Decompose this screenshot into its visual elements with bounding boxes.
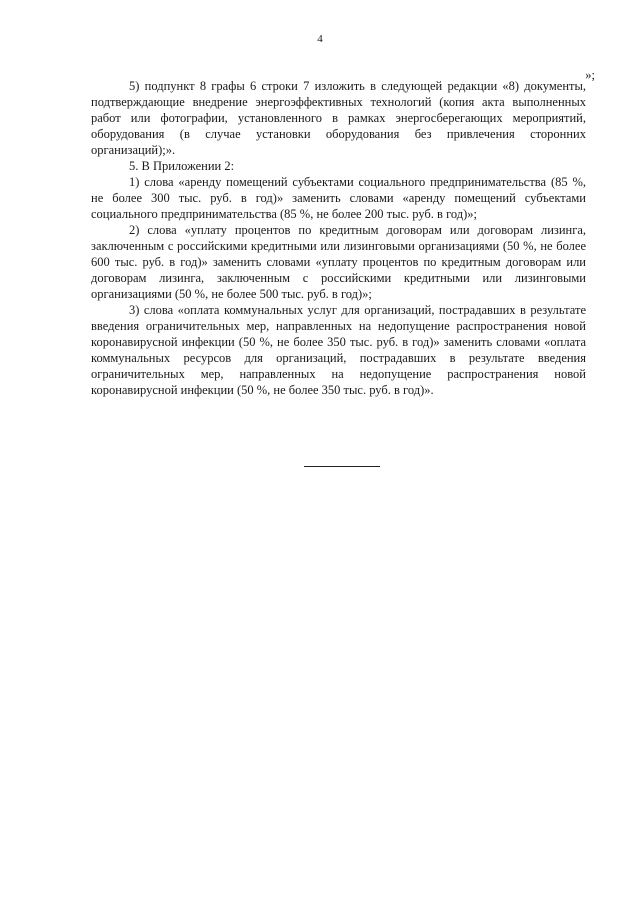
paragraph-item-3: 3) слова «оплата коммунальных услуг для организаций, пострадавших в результате введения ограничительных мер, направленных на недопущение распространения новой коронавирусной инфекции (50 %, не более 350 тыс. руб. в год)» заменить словами «оплата коммунальных ресурсов для организаций, пострадавших в результате введения ограничительных мер, направленных на недопущение распространения новой коронавирусной инфекции (50 %, не более 350 тыс. руб. в год)». <box>91 303 586 397</box>
paragraph-item-1: 1) слова «аренду помещений субъектами социального предпринимательства (85 %, не более 300 тыс. руб. в год)» заменить словами «аренду помещений субъектами социального предпринимательства (85 %, не более 200 тыс. руб. в год)»; <box>91 175 586 221</box>
paragraph-item-2: 2) слова «уплату процентов по кредитным договорам или договорам лизинга, заключенным с российскими кредитными или лизинговыми организациями (50 %, не более 600 тыс. руб. в год)» заменить словами «уплату процентов по кредитным договорам или договорам лизинга, заключенным с российскими кредитными или лизинговыми организациями (50 %, не более 500 тыс. руб. в год)»; <box>91 223 586 301</box>
paragraph-item-5: 5) подпункт 8 графы 6 строки 7 изложить в следующей редакции «8) документы, подтверждающие внедрение энергоэффективных технологий (копия акта выполненных работ или фотографии, установленного в рамках энергосберегающих мероприятий, оборудования (в случае установки оборудования без привлечения сторонних организаций);». <box>91 79 586 157</box>
end-separator-line <box>304 466 380 467</box>
appendix-2-heading: 5. В Приложении 2: <box>129 159 235 173</box>
document-body <box>91 78 586 398</box>
page-number: 4 <box>317 33 323 45</box>
quote-tail: »; <box>585 68 595 82</box>
